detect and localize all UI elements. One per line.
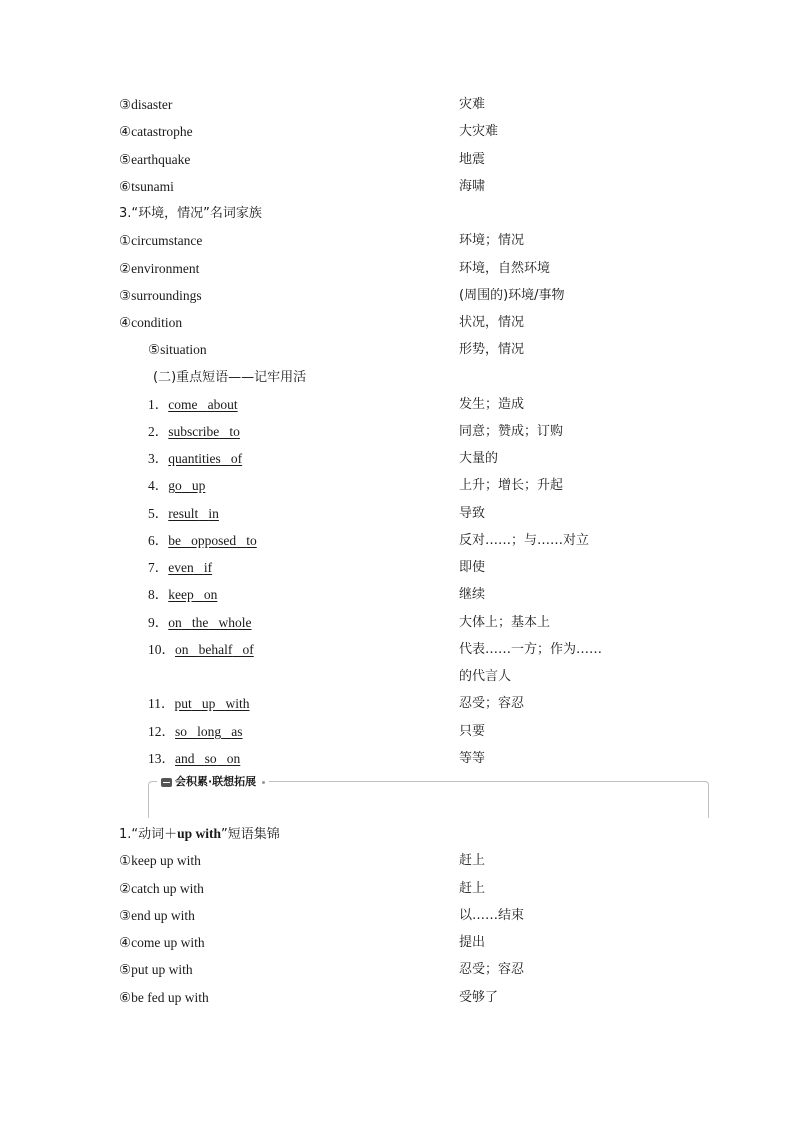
phrase-word: with <box>225 696 250 711</box>
phrase <box>148 721 243 743</box>
phrase-word: come <box>168 397 198 412</box>
phrase-answer <box>168 424 240 439</box>
list-item <box>0 121 794 143</box>
meaning: 灾难 <box>459 97 486 112</box>
tip-box-label <box>157 774 269 790</box>
phrase-answer <box>168 560 212 575</box>
phrase-word: to <box>229 424 240 439</box>
word: ②environment <box>119 261 200 276</box>
phrase-word: to <box>246 533 257 548</box>
section-heading <box>0 823 794 845</box>
meaning: 状况，情况 <box>459 315 525 330</box>
phrase-word: on <box>175 642 189 657</box>
phrase <box>148 448 242 470</box>
phrase-answer <box>168 506 219 521</box>
phrase-number: 11． <box>148 696 175 711</box>
section-heading <box>0 367 794 389</box>
phrase-word: behalf <box>198 642 233 657</box>
meaning: 只要 <box>459 724 486 739</box>
phrase-word: in <box>208 506 219 521</box>
phrase-answer <box>168 397 237 412</box>
phrase-number: 3． <box>148 451 169 466</box>
phrase <box>148 612 252 634</box>
phrase-word: so <box>204 751 217 766</box>
list-item <box>0 878 794 900</box>
meaning: 的代言人 <box>459 669 512 684</box>
meaning: 同意；赞成；订购 <box>459 424 564 439</box>
meaning: 受够了 <box>459 990 499 1005</box>
phrase-word: opposed <box>191 533 237 548</box>
phrase <box>148 394 238 416</box>
note-icon <box>161 778 172 787</box>
dot-icon <box>262 781 265 784</box>
word: ①keep up with <box>119 853 201 868</box>
phrase-word: quantities <box>168 451 221 466</box>
list-item <box>0 149 794 171</box>
phrase-word: on <box>226 751 241 766</box>
phrase <box>148 748 240 770</box>
phrase <box>148 557 212 579</box>
phrase-answer <box>168 478 205 493</box>
phrase-number: 8． <box>148 587 169 602</box>
phrase-item <box>0 421 794 443</box>
phrase <box>148 530 257 552</box>
list-item <box>0 959 794 981</box>
phrase-word: be <box>168 533 181 548</box>
meaning: 提出 <box>459 935 486 950</box>
phrase-number: 7． <box>148 560 169 575</box>
meaning: 形势，情况 <box>459 342 525 357</box>
list-item <box>0 230 794 252</box>
phrase-number: 6． <box>148 533 169 548</box>
phrase-word: long <box>197 724 222 739</box>
phrase-word: about <box>207 397 238 412</box>
meaning: 忍受；容忍 <box>459 962 525 977</box>
tip-box <box>148 775 709 818</box>
list-item <box>0 339 794 361</box>
meaning: 环境；情况 <box>459 233 525 248</box>
phrase-item <box>0 639 794 661</box>
meaning: 上升；增长；升起 <box>459 478 564 493</box>
meaning: 赶上 <box>459 881 486 896</box>
meaning: 发生；造成 <box>459 397 525 412</box>
phrase-item <box>0 612 794 634</box>
word: ③end up with <box>119 908 195 923</box>
heading-text: (二)重点短语——记牢用活 <box>153 370 307 385</box>
meaning: 以……结束 <box>459 908 525 923</box>
phrase-word: up <box>201 696 216 711</box>
phrase-word: keep <box>168 587 194 602</box>
phrase-item <box>0 530 794 552</box>
phrase-word: and <box>175 751 195 766</box>
phrase-word: of <box>242 642 254 657</box>
phrase-item <box>0 666 794 688</box>
phrase <box>148 693 250 715</box>
tip-box-title: 会积累·联想拓展 <box>175 775 257 788</box>
meaning: 即使 <box>459 560 486 575</box>
phrase-item <box>0 721 794 743</box>
word: ⑤situation <box>148 342 207 357</box>
phrase-number: 4． <box>148 478 169 493</box>
phrase-word: on <box>168 615 182 630</box>
word: ①circumstance <box>119 233 203 248</box>
phrase-item <box>0 557 794 579</box>
phrase-item <box>0 394 794 416</box>
phrase-word: put <box>174 696 192 711</box>
meaning: 环境，自然环境 <box>459 261 551 276</box>
phrase <box>148 639 254 661</box>
list-item <box>0 94 794 116</box>
list-item <box>0 905 794 927</box>
phrase-number: 2． <box>148 424 169 439</box>
meaning: (周围的)环境/事物 <box>459 288 565 303</box>
heading-bold: up with <box>177 826 222 841</box>
meaning: 大量的 <box>459 451 499 466</box>
meaning: 大体上；基本上 <box>459 615 551 630</box>
phrase-word: whole <box>218 615 252 630</box>
list-item <box>0 258 794 280</box>
list-item <box>0 987 794 1009</box>
heading-text <box>119 823 280 846</box>
word: ④condition <box>119 315 183 330</box>
phrase-number: 10． <box>148 642 175 657</box>
phrase-item <box>0 448 794 470</box>
word: ②catch up with <box>119 881 204 896</box>
heading-text: 3.“环境，情况”名词家族 <box>119 206 262 221</box>
phrase-number: 5． <box>148 506 169 521</box>
heading-suffix: ”短语集锦 <box>221 827 280 842</box>
meaning: 赶上 <box>459 853 486 868</box>
list-item <box>0 932 794 954</box>
phrase-answer <box>175 696 250 711</box>
heading-prefix: 1.“动词＋ <box>119 827 178 842</box>
phrase-word: go <box>168 478 182 493</box>
list-item <box>0 176 794 198</box>
phrase-answer <box>175 724 243 739</box>
list-item <box>0 850 794 872</box>
phrase-answer <box>168 533 257 548</box>
word: ⑥be fed up with <box>119 990 209 1005</box>
list-item <box>0 285 794 307</box>
phrase <box>148 475 205 497</box>
phrase-answer <box>168 587 217 602</box>
word: ⑥tsunami <box>119 179 174 194</box>
word: ④catastrophe <box>119 124 193 139</box>
word: ⑤put up with <box>119 962 193 977</box>
phrase <box>148 421 240 443</box>
phrase-answer <box>168 451 242 466</box>
phrase-item <box>0 503 794 525</box>
word: ④come up with <box>119 935 205 950</box>
phrase-word: on <box>203 587 218 602</box>
meaning: 地震 <box>459 152 486 167</box>
phrase-item <box>0 475 794 497</box>
meaning: 代表……一方；作为…… <box>459 642 603 657</box>
phrase-answer <box>175 751 240 766</box>
phrase-word: subscribe <box>168 424 220 439</box>
phrase-item <box>0 748 794 770</box>
phrase-item <box>0 584 794 606</box>
phrase-word: up <box>191 478 206 493</box>
phrase-number: 13． <box>148 751 175 766</box>
phrase-answer <box>168 615 251 630</box>
meaning: 导致 <box>459 506 486 521</box>
phrase-item <box>0 693 794 715</box>
phrase-word: so <box>175 724 188 739</box>
meaning: 继续 <box>459 587 486 602</box>
phrase-number: 9． <box>148 615 169 630</box>
section-heading <box>0 203 794 225</box>
meaning: 海啸 <box>459 179 486 194</box>
list-item <box>0 312 794 334</box>
phrase-word: as <box>231 724 243 739</box>
meaning: 忍受；容忍 <box>459 696 525 711</box>
phrase-word: the <box>191 615 209 630</box>
phrase-word: even <box>168 560 194 575</box>
phrase-word: if <box>203 560 213 575</box>
phrase-word: result <box>168 506 199 521</box>
word: ⑤earthquake <box>119 152 191 167</box>
meaning: 等等 <box>459 751 486 766</box>
phrase-number: 1． <box>148 397 169 412</box>
meaning: 反对……；与……对立 <box>459 533 590 548</box>
phrase-answer <box>175 642 254 657</box>
word: ③disaster <box>119 97 173 112</box>
phrase-word: of <box>230 451 243 466</box>
meaning: 大灾难 <box>459 124 499 139</box>
phrase <box>148 584 217 606</box>
phrase <box>148 503 219 525</box>
phrase-number: 12． <box>148 724 175 739</box>
word: ③surroundings <box>119 288 202 303</box>
